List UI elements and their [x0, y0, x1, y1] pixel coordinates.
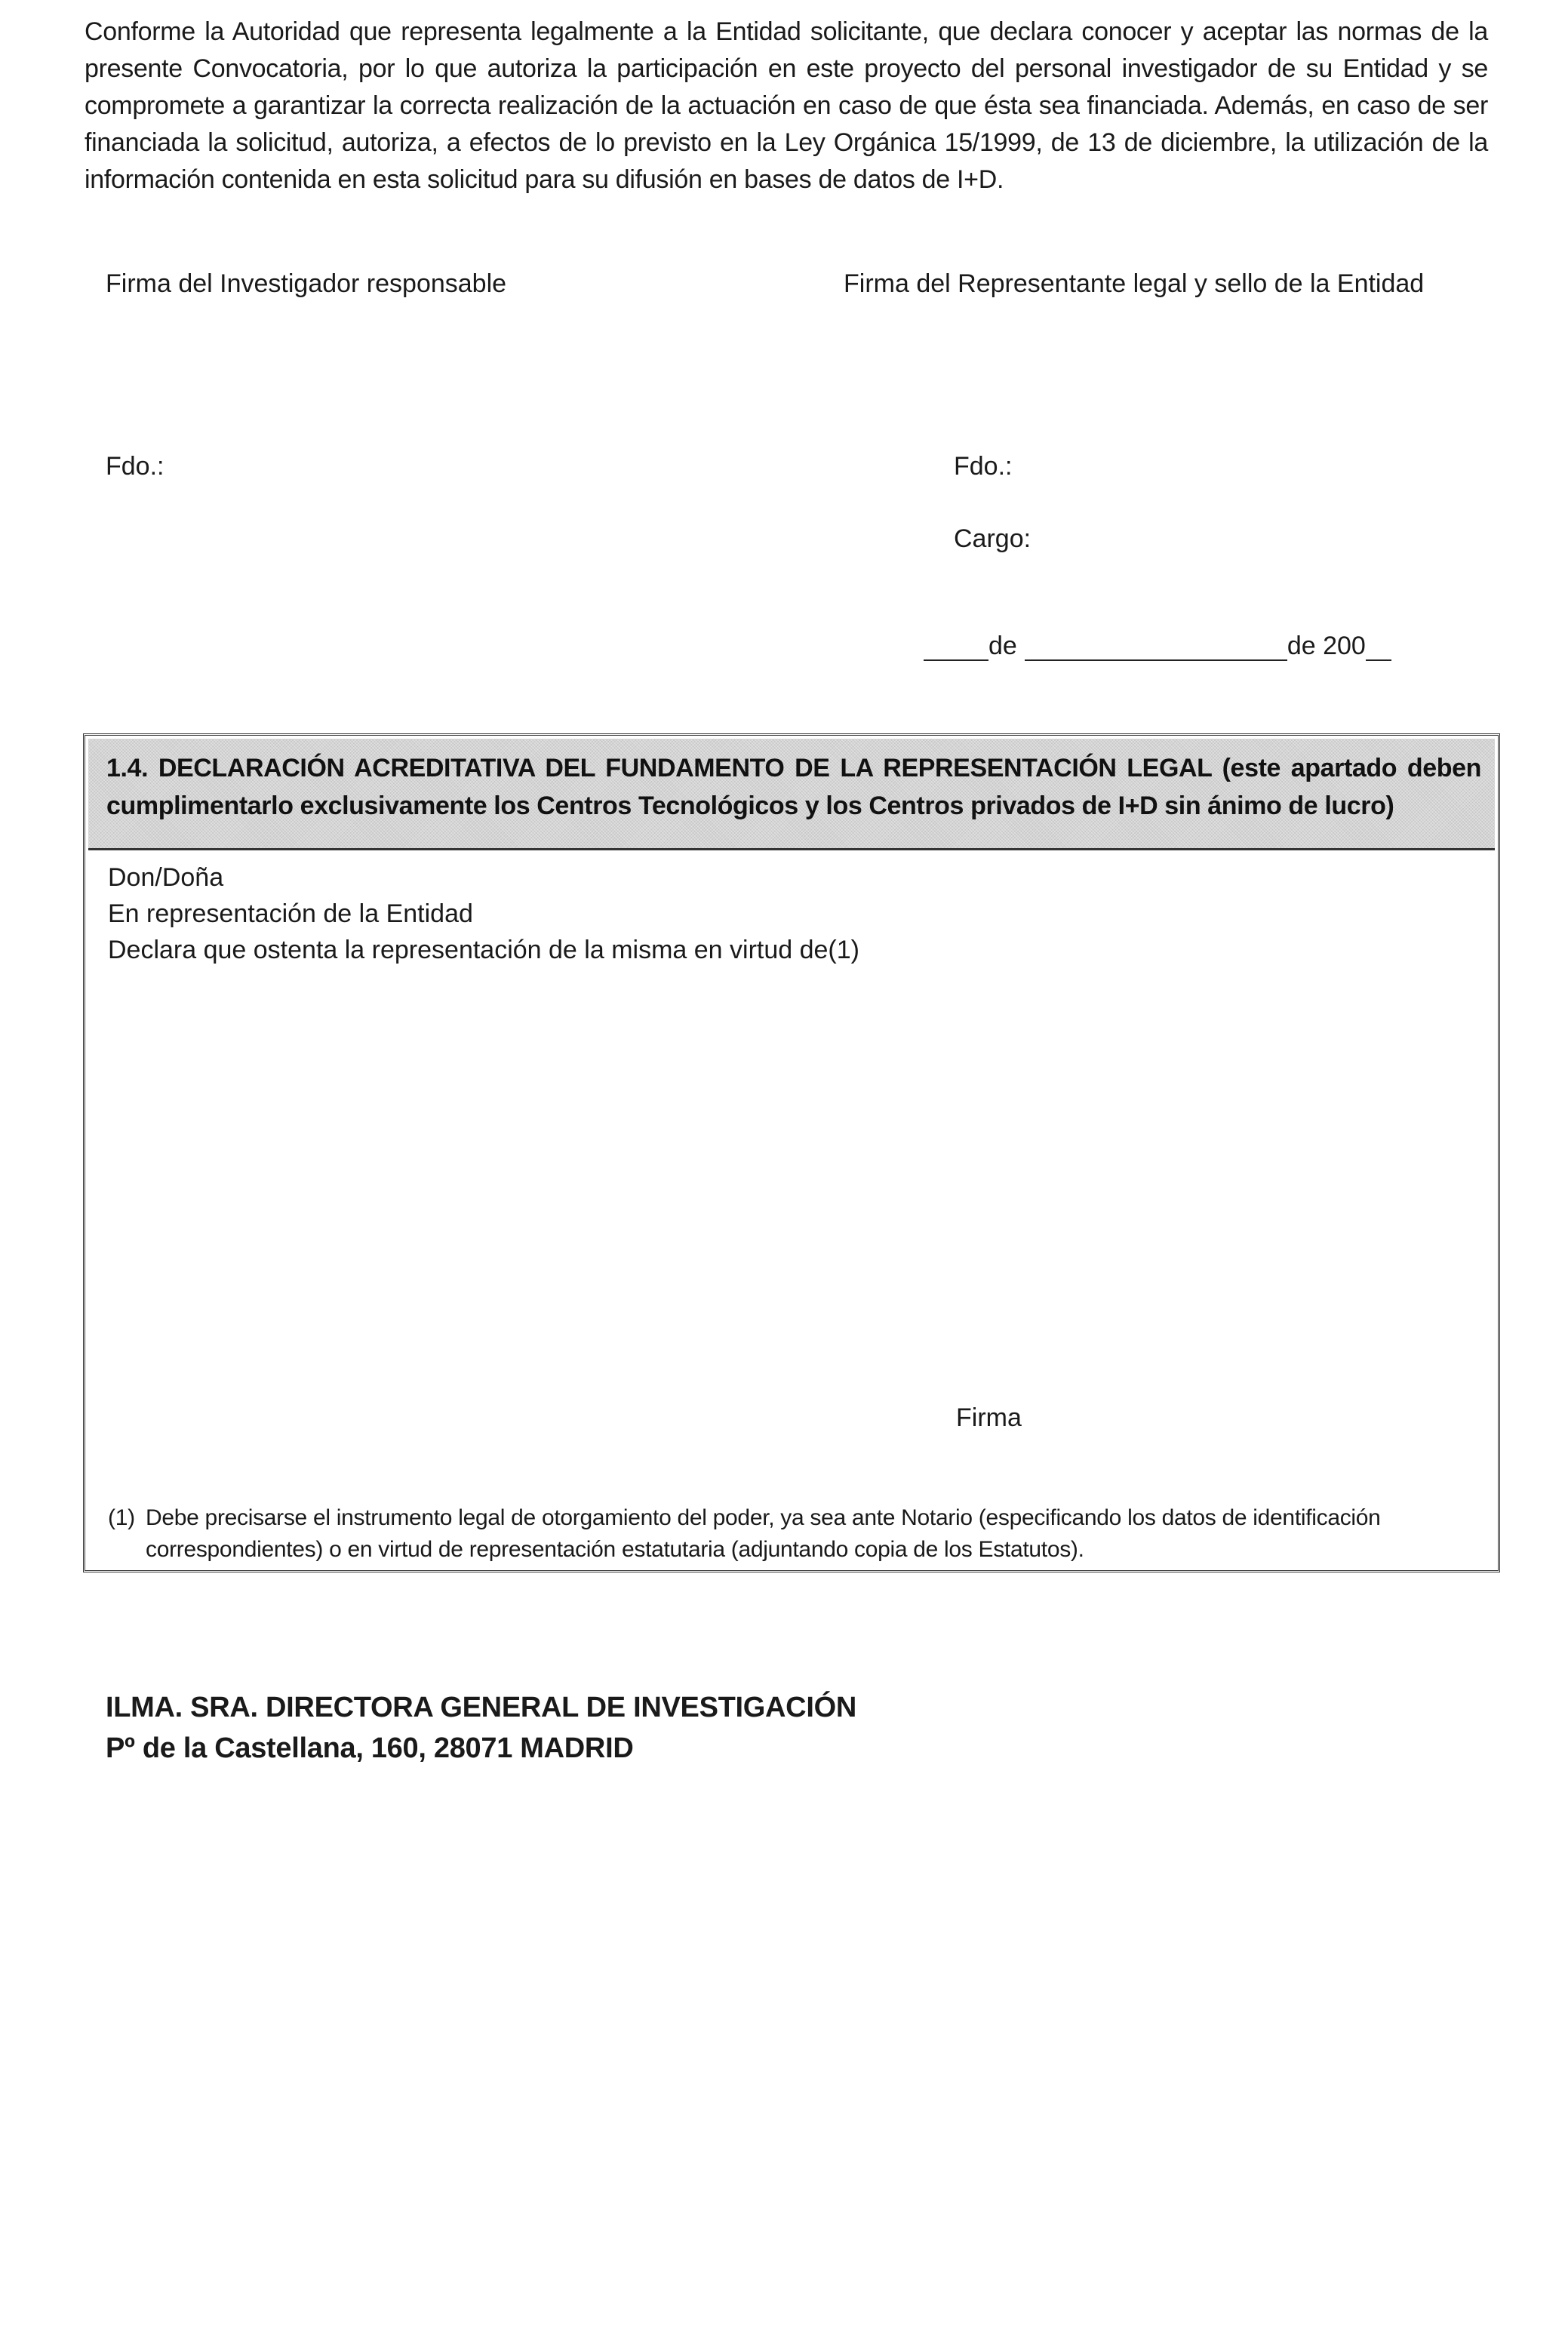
footnote-number: (1) [108, 1505, 135, 1530]
investigator-fdo-label: Fdo.: [106, 452, 164, 481]
address-line-1: ILMA. SRA. DIRECTORA GENERAL DE INVESTIGACIÓN [106, 1692, 856, 1723]
declaration-firma-label: Firma [956, 1403, 1022, 1432]
intro-paragraph: Conforme la Autoridad que representa legalmente a la Entidad solicitante, que declara conocer y aceptar las normas de la presente Convocatoria, por lo que autoriza la participación en este proyecto del personal investigador de su Entidad y se compromete a garantizar la correcta realización de la actuación en caso de que ésta sea financiada. Además, en caso de ser financiada la solicitud, autoriza, a efectos de lo previsto en la Ley Orgánica 15/1999, de 13 de diciembre, la utilización de la información contenida en esta solicitud para su difusión en bases de datos de I+D. [85, 17, 1488, 194]
declaration-statement: Declara que ostenta la representación de la misma en virtud de(1) [108, 936, 859, 964]
don-dona-label: Don/Doña [108, 863, 224, 892]
date-line [924, 631, 1391, 661]
legal-representative-signature-title: Firma del Representante legal y sello de la Entidad [844, 269, 1425, 298]
footnote-line-2: correspondientes) o en virtud de representación estatutaria (adjuntando copia de los Estatutos). [146, 1537, 1084, 1562]
declaration-box [83, 733, 1500, 1572]
footnote-line-1: Debe precisarse el instrumento legal de otorgamiento del poder, ya sea ante Notario (especificando los datos de identificación [146, 1505, 1381, 1530]
investigator-signature-title: Firma del Investigador responsable [106, 269, 507, 298]
day-blank [924, 637, 988, 661]
date-de-label-1: de [988, 632, 1017, 660]
representative-cargo-label: Cargo: [954, 524, 1031, 553]
entity-representation-label: En representación de la Entidad [108, 899, 473, 928]
footnote [108, 1502, 1481, 1566]
declaration-header: 1.4. DECLARACIÓN ACREDITATIVA DEL FUNDAMENTO DE LA REPRESENTACIÓN LEGAL (este apartado deben cumplimentarlo exclusivamente los Centros Tecnológicos y los Centros privados de I+D sin ánimo de lucro) [88, 739, 1495, 850]
address-line-2: Pº de la Castellana, 160, 28071 MADRID [106, 1732, 634, 1764]
representative-fdo-label: Fdo.: [954, 452, 1013, 481]
month-blank [1025, 637, 1287, 661]
year-blank [1366, 637, 1391, 661]
date-de-label-2: de 200 [1287, 632, 1366, 660]
recipient-address [106, 1687, 856, 1769]
